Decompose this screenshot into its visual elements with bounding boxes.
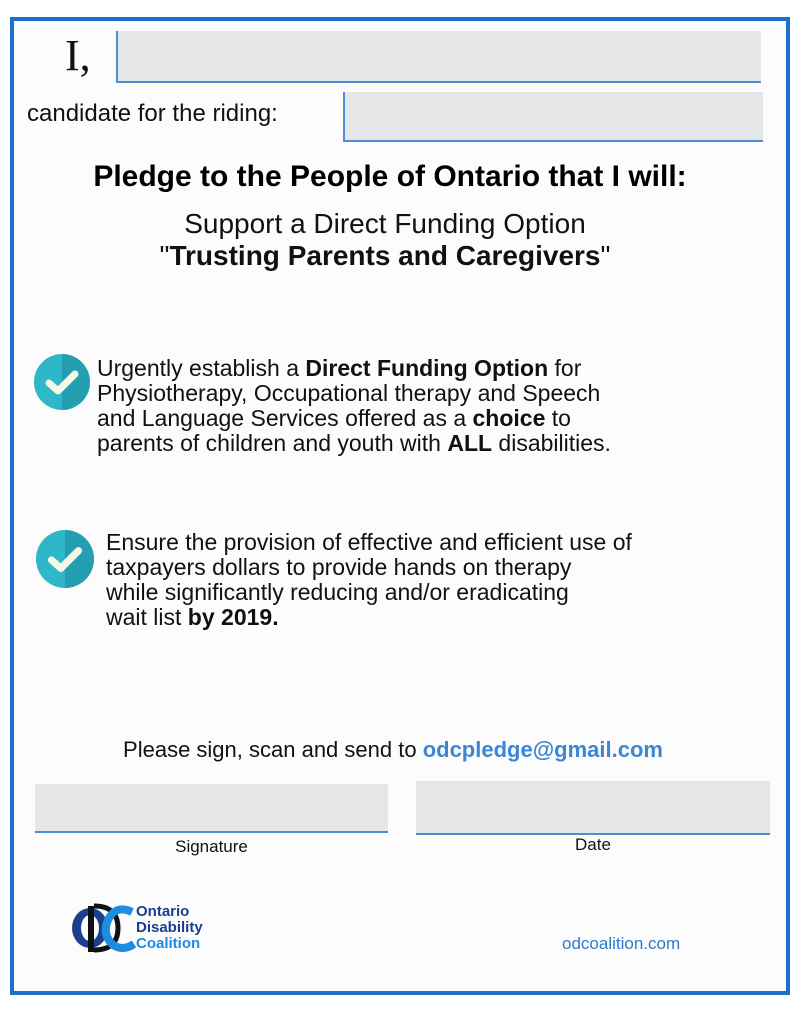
item2-bold-a: by 2019. (187, 604, 279, 630)
item1-text-f: disabilities. (492, 430, 611, 456)
checkmark-icon (34, 354, 90, 410)
logo-text (136, 904, 203, 952)
item1-text-e: parents of children and youth with (97, 430, 448, 456)
candidate-name-field[interactable] (116, 31, 761, 83)
item1-bold-b: choice (472, 405, 546, 431)
item1-line4 (97, 431, 611, 456)
logo-line1: Ontario (136, 903, 190, 920)
i-label: I, (65, 31, 91, 80)
signature-label: Signature (175, 837, 248, 856)
date-field[interactable] (416, 781, 770, 835)
item1-line2: Physiotherapy, Occupational therapy and Speech (97, 380, 601, 406)
riding-label: candidate for the riding: (27, 100, 278, 127)
logo-line3: Coalition (136, 935, 201, 952)
subtitle-line1: Support a Direct Funding Option (184, 208, 586, 239)
item2-text-a: wait list (106, 604, 188, 630)
quote-open: " (159, 240, 170, 271)
pledge-subtitle (0, 208, 770, 272)
item2-line1: Ensure the provision of effective and efficient use of (106, 529, 632, 555)
checkmark-icon (36, 530, 94, 588)
item1-text-a: Urgently establish a (97, 355, 306, 381)
item2-line2: taxpayers dollars to provide hands on therapy (106, 554, 572, 580)
item1-text-b: for (548, 355, 582, 381)
pledge-item-1 (97, 356, 611, 456)
item1-text-d: to (545, 405, 571, 431)
riding-field[interactable] (343, 92, 763, 142)
instructions-text: Please sign, scan and send to (123, 737, 423, 762)
instructions (0, 737, 786, 763)
subtitle-line2 (0, 240, 770, 272)
item2-line4 (106, 605, 632, 630)
pledge-item-2 (106, 530, 632, 630)
quote-close: " (600, 240, 611, 271)
logo-line2: Disability (136, 919, 203, 936)
email-link[interactable]: odcpledge@gmail.com (422, 737, 663, 762)
pledge-title: Pledge to the People of Ontario that I will: (93, 160, 687, 193)
subtitle-bold: Trusting Parents and Caregivers (169, 240, 601, 271)
item2-line3: while significantly reducing and/or eradicating (106, 579, 569, 605)
item1-bold-a: Direct Funding Option (305, 355, 549, 381)
signature-field[interactable] (35, 784, 388, 833)
item1-line3 (97, 406, 611, 431)
item1-line1 (97, 356, 611, 381)
website-link[interactable]: odcoalition.com (562, 934, 681, 953)
date-label: Date (575, 835, 611, 854)
item1-bold-c: ALL (447, 430, 493, 456)
item1-text-c: and Language Services offered as a (97, 405, 473, 431)
